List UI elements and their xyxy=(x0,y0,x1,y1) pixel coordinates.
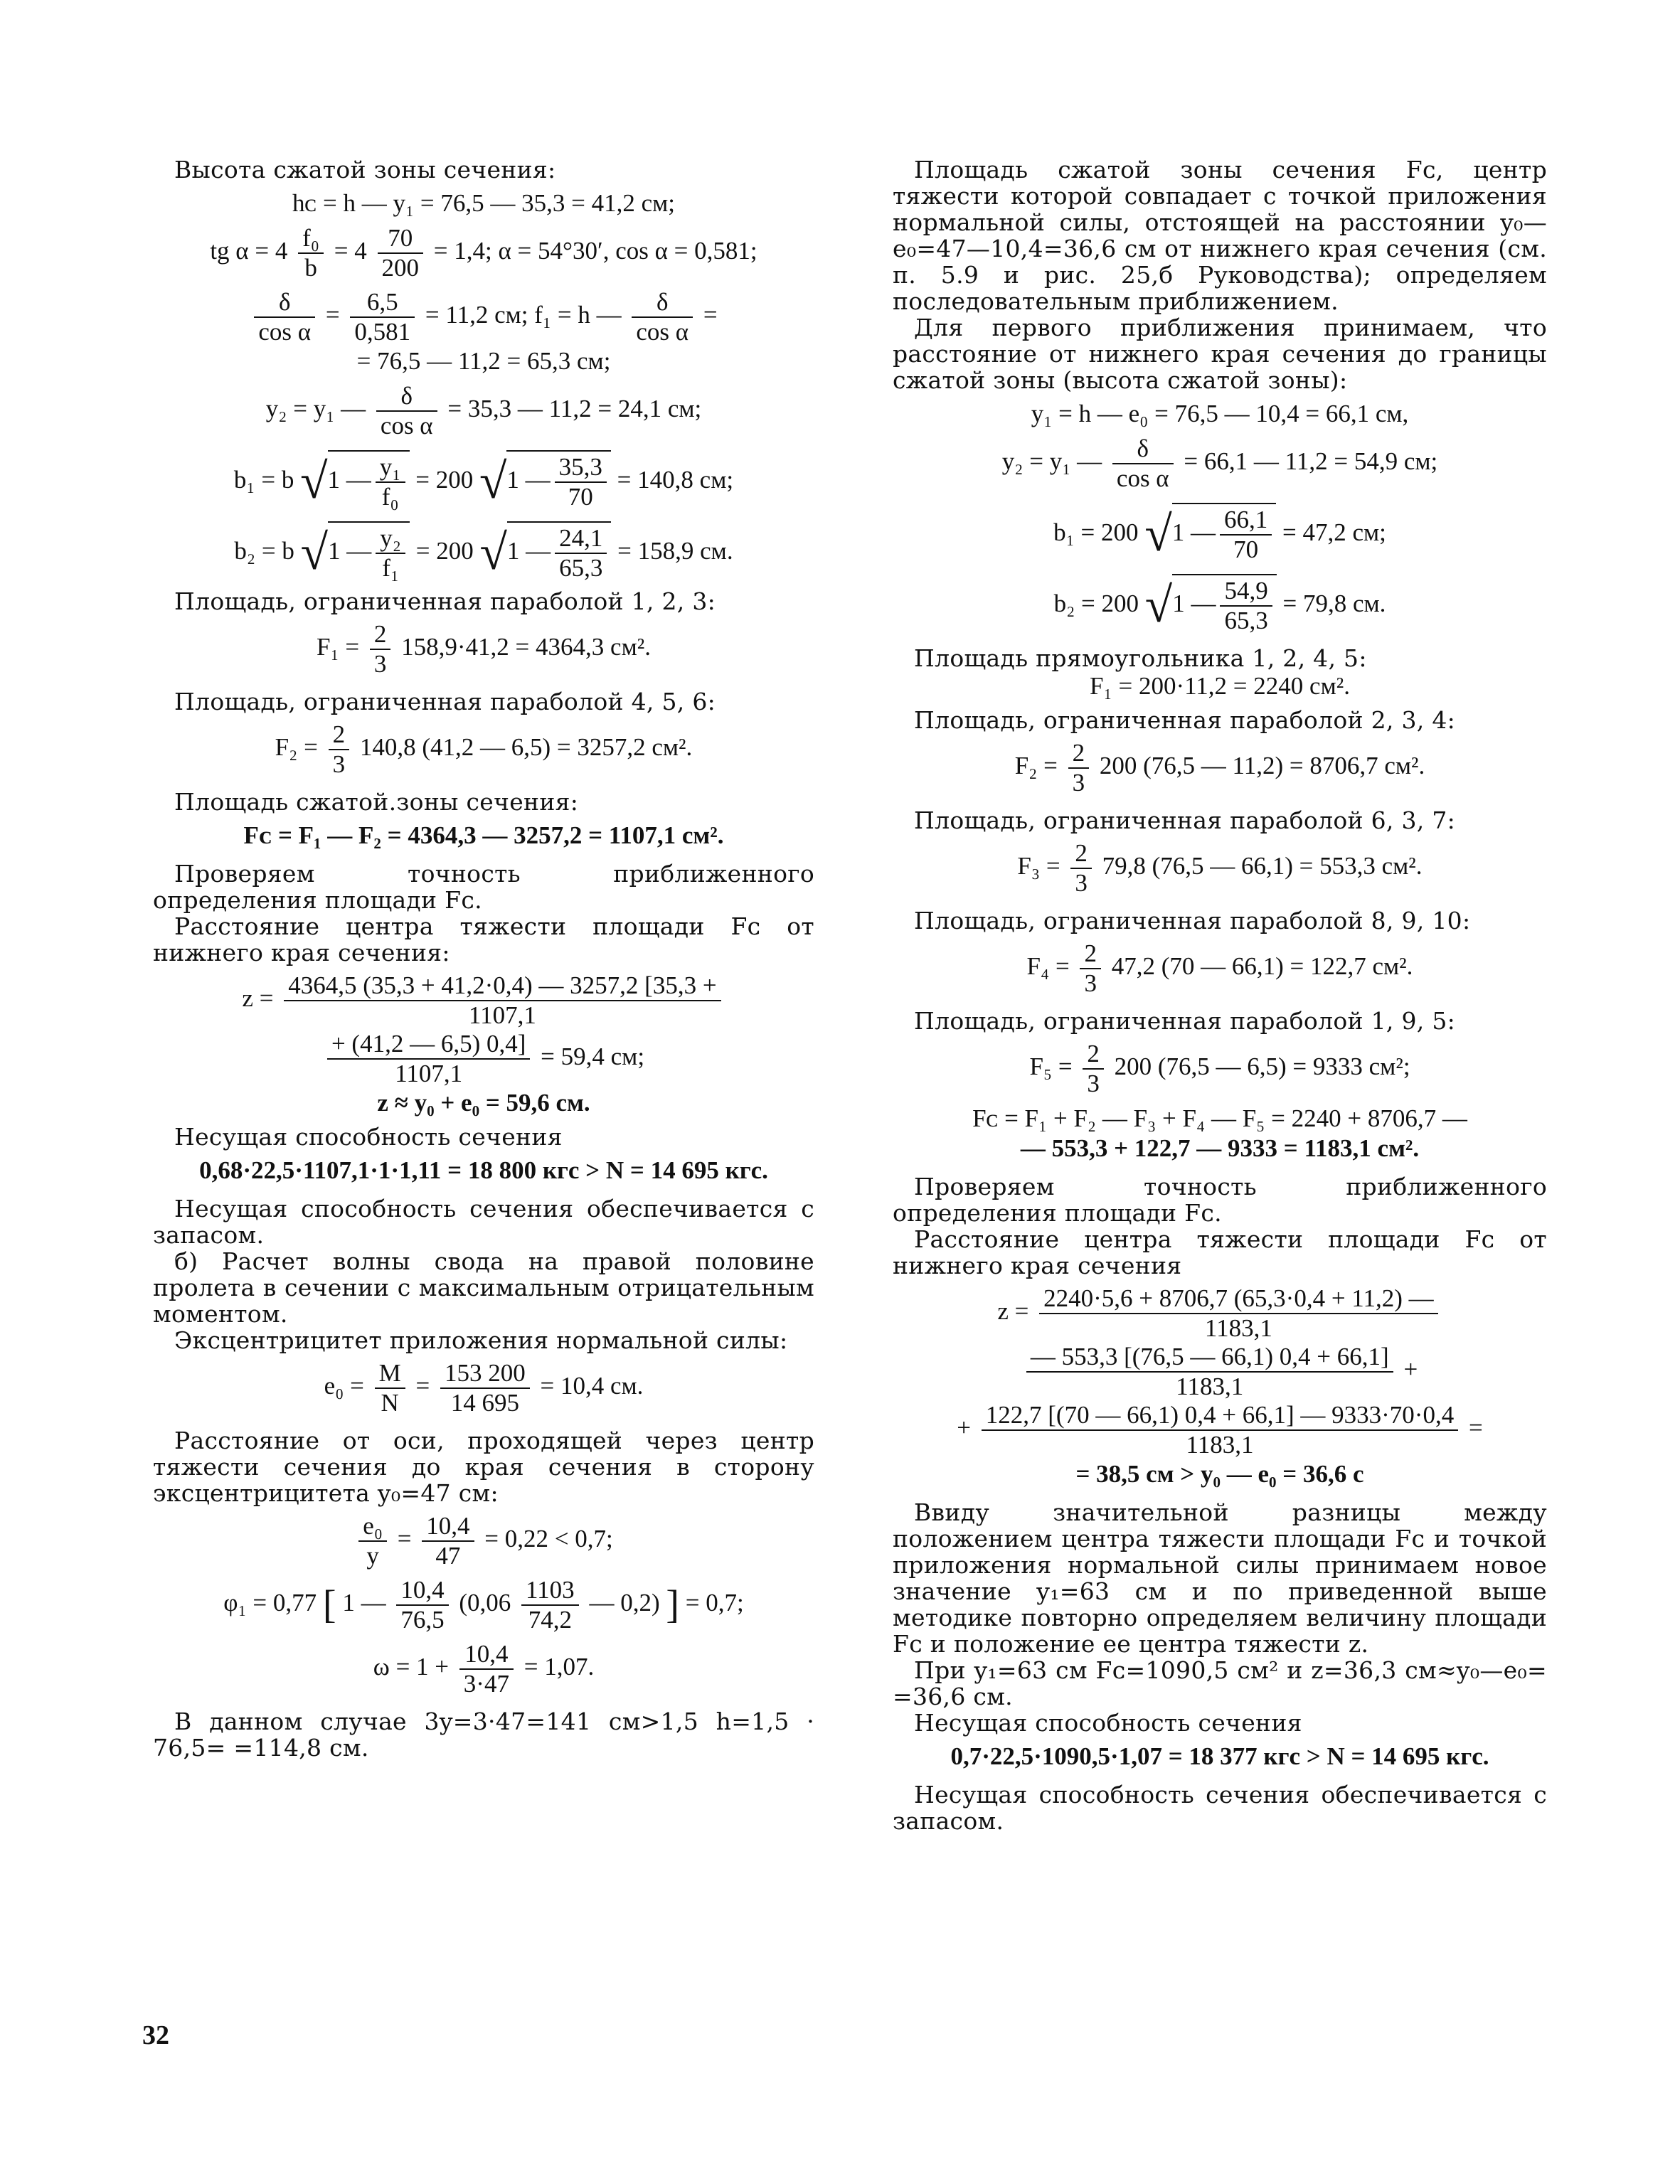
equation: $\frac{— 553,3 [(76,5 — 66,1) 0,4 + 66,1]}{1183,1}$ + xyxy=(893,1343,1547,1401)
equation: y₁ = h — e₀ = 76,5 — 10,4 = 66,1 см, xyxy=(1031,400,1409,427)
equation: = 38,5 см > y₀ — e₀ = 36,6 с xyxy=(1075,1460,1364,1488)
equation: F₂ = $\frac{2}{3}$ 200 (76,5 — 11,2) = 8706,7 см². xyxy=(1014,739,1425,797)
paragraph: Проверяем точность приближенного определения площади Fᴄ. xyxy=(893,1173,1547,1227)
left-column xyxy=(153,156,814,1761)
equation: Fᴄ = F₁ — F₂ = 4364,3 — 3257,2 = 1107,1 см². xyxy=(243,821,724,849)
paragraph: Расстояние центра тяжести площади Fᴄ от нижнего края сечения: xyxy=(153,912,814,966)
equation: 0,7·22,5·1090,5·1,07 = 18 377 кгс > N = 14 695 кгс. xyxy=(950,1742,1489,1770)
equation: $\frac{+ (41,2 — 6,5) 0,4]}{1107,1}$ = 59,4 см; xyxy=(153,1030,814,1088)
equation: z = $\frac{4364,5 (35,3 + 41,2\cdot 0,4) — 3257,2 [35,3 +}{1107,1}$ xyxy=(153,971,814,1030)
equation: $\frac{\delta}{\text{cos α}}$ = $\frac{6,5}{0,581}$ = 11,2 см; f₁ = h — $\frac{\delta}{\text{cos α}}$ = xyxy=(153,288,814,346)
text-line: Несущая способность сечения xyxy=(174,1123,563,1151)
equation: ω = 1 + $\frac{10,4}{3\cdot 47}$ = 1,07. xyxy=(373,1640,595,1698)
equation: y₂ = y₁ — $\frac{\delta}{\text{cos α}}$ = 35,3 — 11,2 = 24,1 см; xyxy=(265,382,702,440)
text-line: Площадь сжатой.зоны сечения: xyxy=(174,788,579,816)
paragraph: Несущая способность сечения обеспечивается с запасом. xyxy=(893,1781,1547,1835)
equation: b₁ = b √1 — $\frac{\text{y₁}}{\text{f₀}}$ = 200 √1 — $\frac{35,3}{70}$ = 140,8 см; xyxy=(153,450,814,511)
paragraph: б) Расчет волны свода на правой половине пролета в сечении с максимальным отрицательным моментом. xyxy=(153,1247,814,1328)
equation: + $\frac{122,7 [(70 — 66,1) 0,4 + 66,1] — 9333\cdot 70\cdot 0,4}{1183,1}$ = xyxy=(957,1401,1483,1459)
equation: F₅ = $\frac{2}{3}$ 200 (76,5 — 6,5) = 9333 см²; xyxy=(1029,1040,1410,1097)
paragraph: В данном случае 3y=3·47=141 см>1,5 h=1,5 · 76,5= =114,8 см. xyxy=(153,1708,814,1762)
equation: F₃ = $\frac{2}{3}$ 79,8 (76,5 — 66,1) = 553,3 см². xyxy=(1017,839,1423,897)
equation: hᴄ = h — y₁ = 76,5 — 35,3 = 41,2 см; xyxy=(292,189,676,217)
equation: F₁ = $\frac{2}{3}$ 158,9·41,2 = 4364,3 см². xyxy=(317,620,651,678)
paragraph: Расстояние от оси, проходящей через центр тяжести сечения до края сечения в сторону эксцентрицитета y₀=47 см: xyxy=(153,1427,814,1507)
sqrt-icon: √ xyxy=(1144,578,1173,633)
equation: y₂ = y₁ — $\frac{\delta}{\text{cos α}}$ = 66,1 — 11,2 = 54,9 см; xyxy=(1001,435,1438,492)
text-line: Несущая способность сечения xyxy=(914,1709,1302,1737)
equation: 0,68·22,5·1107,1·1·1,11 = 18 800 кгс > N = 14 695 кгс. xyxy=(199,1156,768,1184)
equation: F₁ = 200·11,2 = 2240 см². xyxy=(1090,672,1350,700)
paragraph: При y₁=63 см Fᴄ=1090,5 см² и z=36,3 см≈y₀—e₀= =36,6 см. xyxy=(893,1656,1547,1710)
text-line: Площадь, ограниченная параболой 8, 9, 10: xyxy=(914,907,1471,934)
sqrt-icon: √ xyxy=(300,454,328,509)
paragraph: Ввиду значительной разницы между положением центра тяжести площади Fᴄ и точкой приложения нормальной силы принимаем новое значение y₁=63 см и по приведенной выше методике повторно определяем величину площади Fᴄ и положение ее центра тяжести z. xyxy=(893,1498,1547,1658)
text-line: Площадь, ограниченная параболой 1, 9, 5: xyxy=(914,1007,1456,1035)
equation: b₂ = 200 √1 — $\frac{54,9}{65,3}$ = 79,8 см. xyxy=(893,574,1547,635)
equation: — 553,3 + 122,7 — 9333 = 1183,1 см². xyxy=(1020,1134,1420,1162)
paragraph: Проверяем точность приближенного определения площади Fᴄ. xyxy=(153,860,814,914)
equation: φ₁ = 0,77 [ 1 — $\frac{10,4}{76,5}$ (0,06 $\frac{1103}{74,2}$ — 0,2) ] = 0,7; xyxy=(223,1576,744,1634)
equation: F₄ = $\frac{2}{3}$ 47,2 (70 — 66,1) = 122,7 см². xyxy=(1026,939,1413,997)
right-column xyxy=(893,156,1547,1834)
equation: = 76,5 — 11,2 = 65,3 см; xyxy=(356,347,611,375)
equation: Fᴄ = F₁ + F₂ — F₃ + F₄ — F₅ = 2240 + 8706,7 — xyxy=(972,1104,1467,1132)
sqrt-icon: √ xyxy=(479,526,507,580)
equation: F₂ = $\frac{2}{3}$ 140,8 (41,2 — 6,5) = 3257,2 см². xyxy=(275,720,693,778)
text-line: Высота сжатой зоны сечения: xyxy=(174,156,556,183)
equation: $\frac{\text{e₀}}{y}$ = $\frac{10,4}{47}$ = 0,22 < 0,7; xyxy=(153,1512,814,1570)
equation: z ≈ y₀ + e₀ = 59,6 см. xyxy=(377,1089,590,1117)
text-line: Площадь, ограниченная параболой 6, 3, 7: xyxy=(914,806,1456,834)
equation: e₀ = $\frac{M}{N}$ = $\frac{153 200}{14 695}$ = 10,4 см. xyxy=(324,1359,644,1417)
paragraph: Для первого приближения принимаем, что расстояние от нижнего края сечения до границы сжатой зоны (высота сжатой зоны): xyxy=(893,314,1547,394)
sqrt-icon: √ xyxy=(300,526,329,580)
text-line: Площадь, ограниченная параболой 1, 2, 3: xyxy=(174,587,716,615)
text-line: Площадь, ограниченная параболой 4, 5, 6: xyxy=(174,688,716,715)
equation: b₁ = 200 √1 — $\frac{66,1}{70}$ = 47,2 см; xyxy=(893,503,1547,564)
text-line: Площадь, ограниченная параболой 2, 3, 4: xyxy=(914,706,1456,734)
equation: b₂ = b √1 — $\frac{\text{y₂}}{\text{f₁}}$ = 200 √1 — $\frac{24,1}{65,3}$ = 158,9 см. xyxy=(153,521,814,582)
sqrt-icon: √ xyxy=(1144,507,1172,562)
page-number: 32 xyxy=(142,2020,169,2050)
equation: z = $\frac{2240\cdot 5,6 + 8706,7 (65,3\cdot 0,4 + 11,2) —}{1183,1}$ xyxy=(893,1284,1547,1343)
sqrt-icon: √ xyxy=(479,454,507,509)
paragraph: Расстояние центра тяжести площади Fᴄ от нижнего края сечения xyxy=(893,1225,1547,1279)
paragraph: Площадь сжатой зоны сечения Fᴄ, центр тяжести которой совпадает с точкой приложения нормальной силы, отстоящей на расстоянии y₀—e₀=47—10,4=36,6 см от нижнего края сечения (см. п. 5.9 и рис. 25,б Руководства); определяем последовательным приближением. xyxy=(893,156,1547,315)
text-line: Эксцентрицитет приложения нормальной силы: xyxy=(174,1326,788,1354)
text-line: Площадь прямоугольника 1, 2, 4, 5: xyxy=(914,644,1367,672)
equation: tg α = 4 $\frac{\text{f₀}}{b}$ = 4 $\frac{70}{200}$ = 1,4; α = 54°30′, cos α = 0,581; xyxy=(210,224,757,282)
paragraph: Несущая способность сечения обеспечивается с запасом. xyxy=(153,1195,814,1249)
